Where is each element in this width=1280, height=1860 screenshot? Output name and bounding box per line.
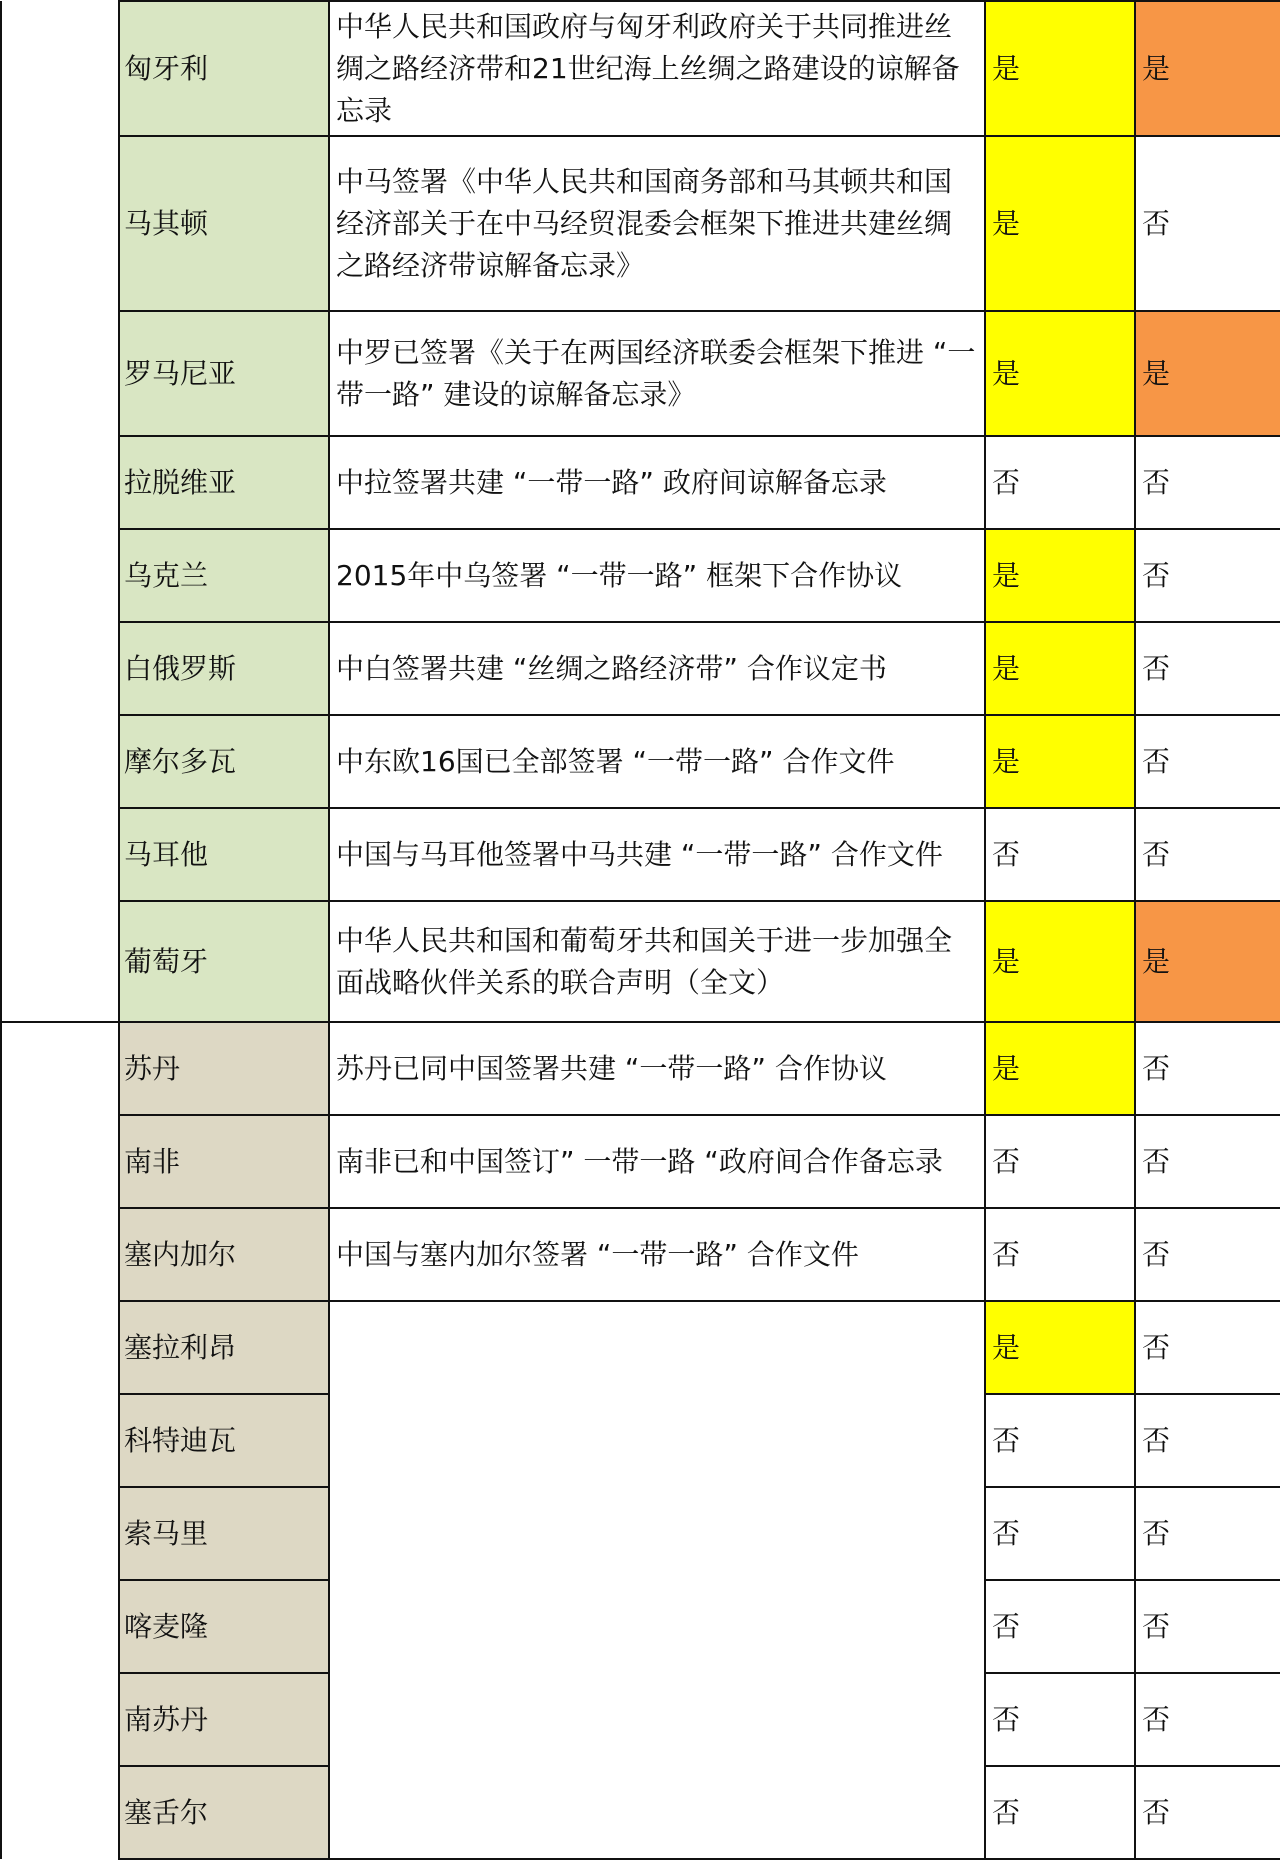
- second-flag-cell: 是: [1135, 311, 1280, 436]
- second-flag-cell: 否: [1135, 1394, 1280, 1487]
- signed-flag-cell: 否: [985, 808, 1135, 901]
- table-row: [1, 136, 1280, 311]
- document-cell: 中国与马耳他签署中马共建 “一带一路” 合作文件: [329, 808, 985, 901]
- second-flag-cell: 否: [1135, 808, 1280, 901]
- country-cell: 葡萄牙: [119, 901, 329, 1022]
- table-row: [1, 1208, 1280, 1301]
- signed-flag-cell: 是: [985, 622, 1135, 715]
- second-flag-cell: 否: [1135, 1022, 1280, 1115]
- document-cell: 中东欧16国已全部签署 “一带一路” 合作文件: [329, 715, 985, 808]
- table-row: [1, 1115, 1280, 1208]
- signed-flag-cell: 是: [985, 311, 1135, 436]
- second-flag-cell: 否: [1135, 436, 1280, 529]
- table-row: [1, 901, 1280, 1022]
- second-flag-cell: 否: [1135, 1487, 1280, 1580]
- second-flag-cell: 否: [1135, 1580, 1280, 1673]
- country-cell: 南苏丹: [119, 1673, 329, 1766]
- country-cell: 摩尔多瓦: [119, 715, 329, 808]
- country-cell: 南非: [119, 1115, 329, 1208]
- second-flag-cell: 否: [1135, 1115, 1280, 1208]
- region-cell: [1, 1022, 119, 1859]
- document-cell: 苏丹已同中国签署共建 “一带一路” 合作协议: [329, 1022, 985, 1115]
- table-row: [1, 311, 1280, 436]
- second-flag-cell: 否: [1135, 715, 1280, 808]
- signed-flag-cell: 否: [985, 1487, 1135, 1580]
- signed-flag-cell: 是: [985, 529, 1135, 622]
- document-cell: 中华人民共和国和葡萄牙共和国关于进一步加强全面战略伙伴关系的联合声明（全文）: [329, 901, 985, 1022]
- country-cell: 匈牙利: [119, 1, 329, 136]
- signed-flag-cell: 否: [985, 1580, 1135, 1673]
- signed-flag-cell: 否: [985, 1208, 1135, 1301]
- document-cell: 2015年中乌签署 “一带一路” 框架下合作协议: [329, 529, 985, 622]
- country-cell: 塞内加尔: [119, 1208, 329, 1301]
- signed-flag-cell: 否: [985, 1394, 1135, 1487]
- second-flag-cell: 否: [1135, 1301, 1280, 1394]
- country-cell: 喀麦隆: [119, 1580, 329, 1673]
- table-row: [1, 1301, 1280, 1394]
- signed-flag-cell: 是: [985, 136, 1135, 311]
- signed-flag-cell: 是: [985, 715, 1135, 808]
- table-row: [1, 622, 1280, 715]
- country-cell: 科特迪瓦: [119, 1394, 329, 1487]
- document-cell: 中拉签署共建 “一带一路” 政府间谅解备忘录: [329, 436, 985, 529]
- second-flag-cell: 否: [1135, 1673, 1280, 1766]
- country-cell: 罗马尼亚: [119, 311, 329, 436]
- table-row: [1, 715, 1280, 808]
- second-flag-cell: 否: [1135, 529, 1280, 622]
- table-row: [1, 436, 1280, 529]
- region-cell: [1, 1, 119, 1022]
- signed-flag-cell: 是: [985, 1, 1135, 136]
- table-body: [1, 1, 1280, 1859]
- country-cell: 马耳他: [119, 808, 329, 901]
- second-flag-cell: 是: [1135, 901, 1280, 1022]
- country-cell: 塞舌尔: [119, 1766, 329, 1859]
- second-flag-cell: 否: [1135, 136, 1280, 311]
- table-row: [1, 808, 1280, 901]
- document-cell: 南非已和中国签订” 一带一路 “政府间合作备忘录: [329, 1115, 985, 1208]
- second-flag-cell: 否: [1135, 1766, 1280, 1859]
- second-flag-cell: 是: [1135, 1, 1280, 136]
- table-row: [1, 1, 1280, 136]
- signed-flag-cell: 是: [985, 1301, 1135, 1394]
- second-flag-cell: 否: [1135, 622, 1280, 715]
- signed-flag-cell: 否: [985, 1766, 1135, 1859]
- country-cell: 马其顿: [119, 136, 329, 311]
- document-cell: 中华人民共和国政府与匈牙利政府关于共同推进丝绸之路经济带和21世纪海上丝绸之路建设的谅解备忘录: [329, 1, 985, 136]
- document-cell: 中罗已签署《关于在两国经济联委会框架下推进 “一带一路” 建设的谅解备忘录》: [329, 311, 985, 436]
- signed-flag-cell: 是: [985, 1022, 1135, 1115]
- country-cell: 索马里: [119, 1487, 329, 1580]
- country-cell: 拉脱维亚: [119, 436, 329, 529]
- signed-flag-cell: 是: [985, 901, 1135, 1022]
- second-flag-cell: 否: [1135, 1208, 1280, 1301]
- signed-flag-cell: 否: [985, 1673, 1135, 1766]
- country-cell: 苏丹: [119, 1022, 329, 1115]
- table-row: [1, 529, 1280, 622]
- country-cell: 白俄罗斯: [119, 622, 329, 715]
- document-cell: [329, 1301, 985, 1859]
- country-cell: 塞拉利昂: [119, 1301, 329, 1394]
- table-row: [1, 1022, 1280, 1115]
- document-cell: 中国与塞内加尔签署 “一带一路” 合作文件: [329, 1208, 985, 1301]
- signed-flag-cell: 否: [985, 436, 1135, 529]
- signed-flag-cell: 否: [985, 1115, 1135, 1208]
- document-cell: 中白签署共建 “丝绸之路经济带” 合作议定书: [329, 622, 985, 715]
- country-cell: 乌克兰: [119, 529, 329, 622]
- document-cell: 中马签署《中华人民共和国商务部和马其顿共和国经济部关于在中马经贸混委会框架下推进共建丝绸之路经济带谅解备忘录》: [329, 136, 985, 311]
